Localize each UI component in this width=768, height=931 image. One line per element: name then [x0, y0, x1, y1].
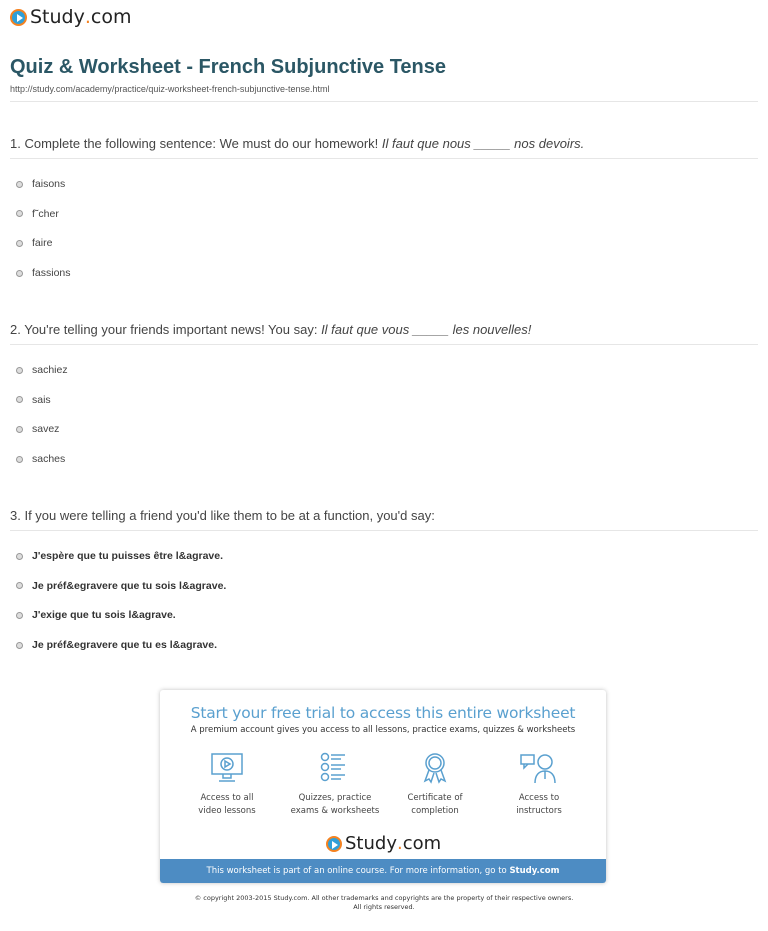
- feature-instructors: Access to instructors: [484, 752, 594, 818]
- answer-option[interactable]: [16, 208, 59, 220]
- radio-button[interactable]: [16, 270, 23, 277]
- answer-option[interactable]: [16, 394, 51, 406]
- option-label: J'espère que tu puisses être l&agrave.: [32, 550, 223, 562]
- answer-option[interactable]: [16, 237, 52, 249]
- promo-subline: A premium account gives you access to all lessons, practice exams, quizzes & worksheets: [190, 725, 576, 735]
- checklist-icon: [318, 752, 352, 784]
- instructor-chat-icon: [519, 752, 559, 784]
- question-italic: Il faut que vous _____ les nouvelles!: [321, 322, 532, 337]
- answer-option[interactable]: [16, 364, 68, 376]
- feature-certificate: Certificate of completion: [380, 752, 490, 818]
- radio-button[interactable]: [16, 210, 23, 217]
- question-prompt: 2. You're telling your friends important news! You say:: [10, 322, 322, 337]
- option-label: J'exige que tu sois l&agrave.: [32, 609, 176, 622]
- divider: [10, 530, 758, 531]
- option-label: sachiez: [32, 364, 68, 376]
- divider: [10, 101, 758, 102]
- answer-option[interactable]: [16, 580, 226, 592]
- option-label: faisons: [32, 178, 66, 190]
- divider: [10, 344, 758, 345]
- copyright: © copyright 2003-2015 Study.com. All other trademarks and copyrights are the property of their respective owners. All rights reserved.: [194, 894, 574, 911]
- play-logo-icon: [10, 9, 27, 26]
- play-logo-icon: [326, 836, 342, 852]
- option-label: sais: [32, 393, 51, 406]
- question-2: [10, 322, 531, 337]
- divider: [10, 158, 758, 159]
- question-1: [10, 136, 584, 151]
- answer-option[interactable]: [16, 550, 223, 562]
- option-label: f˜cher: [32, 207, 59, 220]
- study-logo[interactable]: Study . com: [10, 6, 132, 28]
- page-url: http://study.com/academy/practice/quiz-worksheet-french-subjunctive-tense.html: [10, 84, 330, 94]
- study-logo-promo[interactable]: Study . com: [326, 833, 441, 854]
- answer-option[interactable]: [16, 453, 65, 465]
- feature-quizzes: Quizzes, practice exams & worksheets: [280, 752, 390, 818]
- radio-button[interactable]: [16, 582, 23, 589]
- question-3: [10, 508, 435, 523]
- feature-video: Access to all video lessons: [172, 752, 282, 818]
- radio-button[interactable]: [16, 642, 23, 649]
- question-prompt: 1. Complete the following sentence: We must do our homework!: [10, 136, 382, 151]
- radio-button[interactable]: [16, 456, 23, 463]
- radio-button[interactable]: [16, 240, 23, 247]
- radio-button[interactable]: [16, 612, 23, 619]
- option-label: savez: [32, 423, 60, 436]
- promo-box: [160, 690, 606, 883]
- radio-button[interactable]: [16, 367, 23, 374]
- option-label: faire: [32, 237, 53, 250]
- answer-option[interactable]: [16, 639, 217, 651]
- answer-option[interactable]: [16, 178, 65, 190]
- radio-button[interactable]: [16, 181, 23, 188]
- question-italic: Il faut que nous _____ nos devoirs.: [381, 136, 585, 151]
- radio-button[interactable]: [16, 553, 23, 560]
- page-title: Quiz & Worksheet - French Subjunctive Tense: [10, 56, 447, 78]
- option-label: saches: [32, 453, 66, 466]
- answer-option[interactable]: [16, 609, 176, 621]
- option-label: Je préf&egravere que tu es l&agrave.: [32, 639, 218, 652]
- radio-button[interactable]: [16, 426, 23, 433]
- study-link[interactable]: Study.com: [509, 866, 560, 876]
- certificate-ribbon-icon: [418, 752, 452, 784]
- question-prompt: 3. If you were telling a friend you'd like them to be at a function, you'd say:: [10, 508, 435, 523]
- promo-headline: Start your free trial to access this entire worksheet: [190, 704, 576, 722]
- option-label: Je préf&egravere que tu sois l&agrave.: [32, 579, 227, 592]
- radio-button[interactable]: [16, 396, 23, 403]
- info-band: This worksheet is part of an online course. For more information, go to Study.com: [160, 859, 606, 883]
- option-label: fassions: [32, 267, 71, 280]
- video-monitor-icon: [210, 752, 244, 784]
- answer-option[interactable]: [16, 423, 59, 435]
- answer-option[interactable]: [16, 267, 71, 279]
